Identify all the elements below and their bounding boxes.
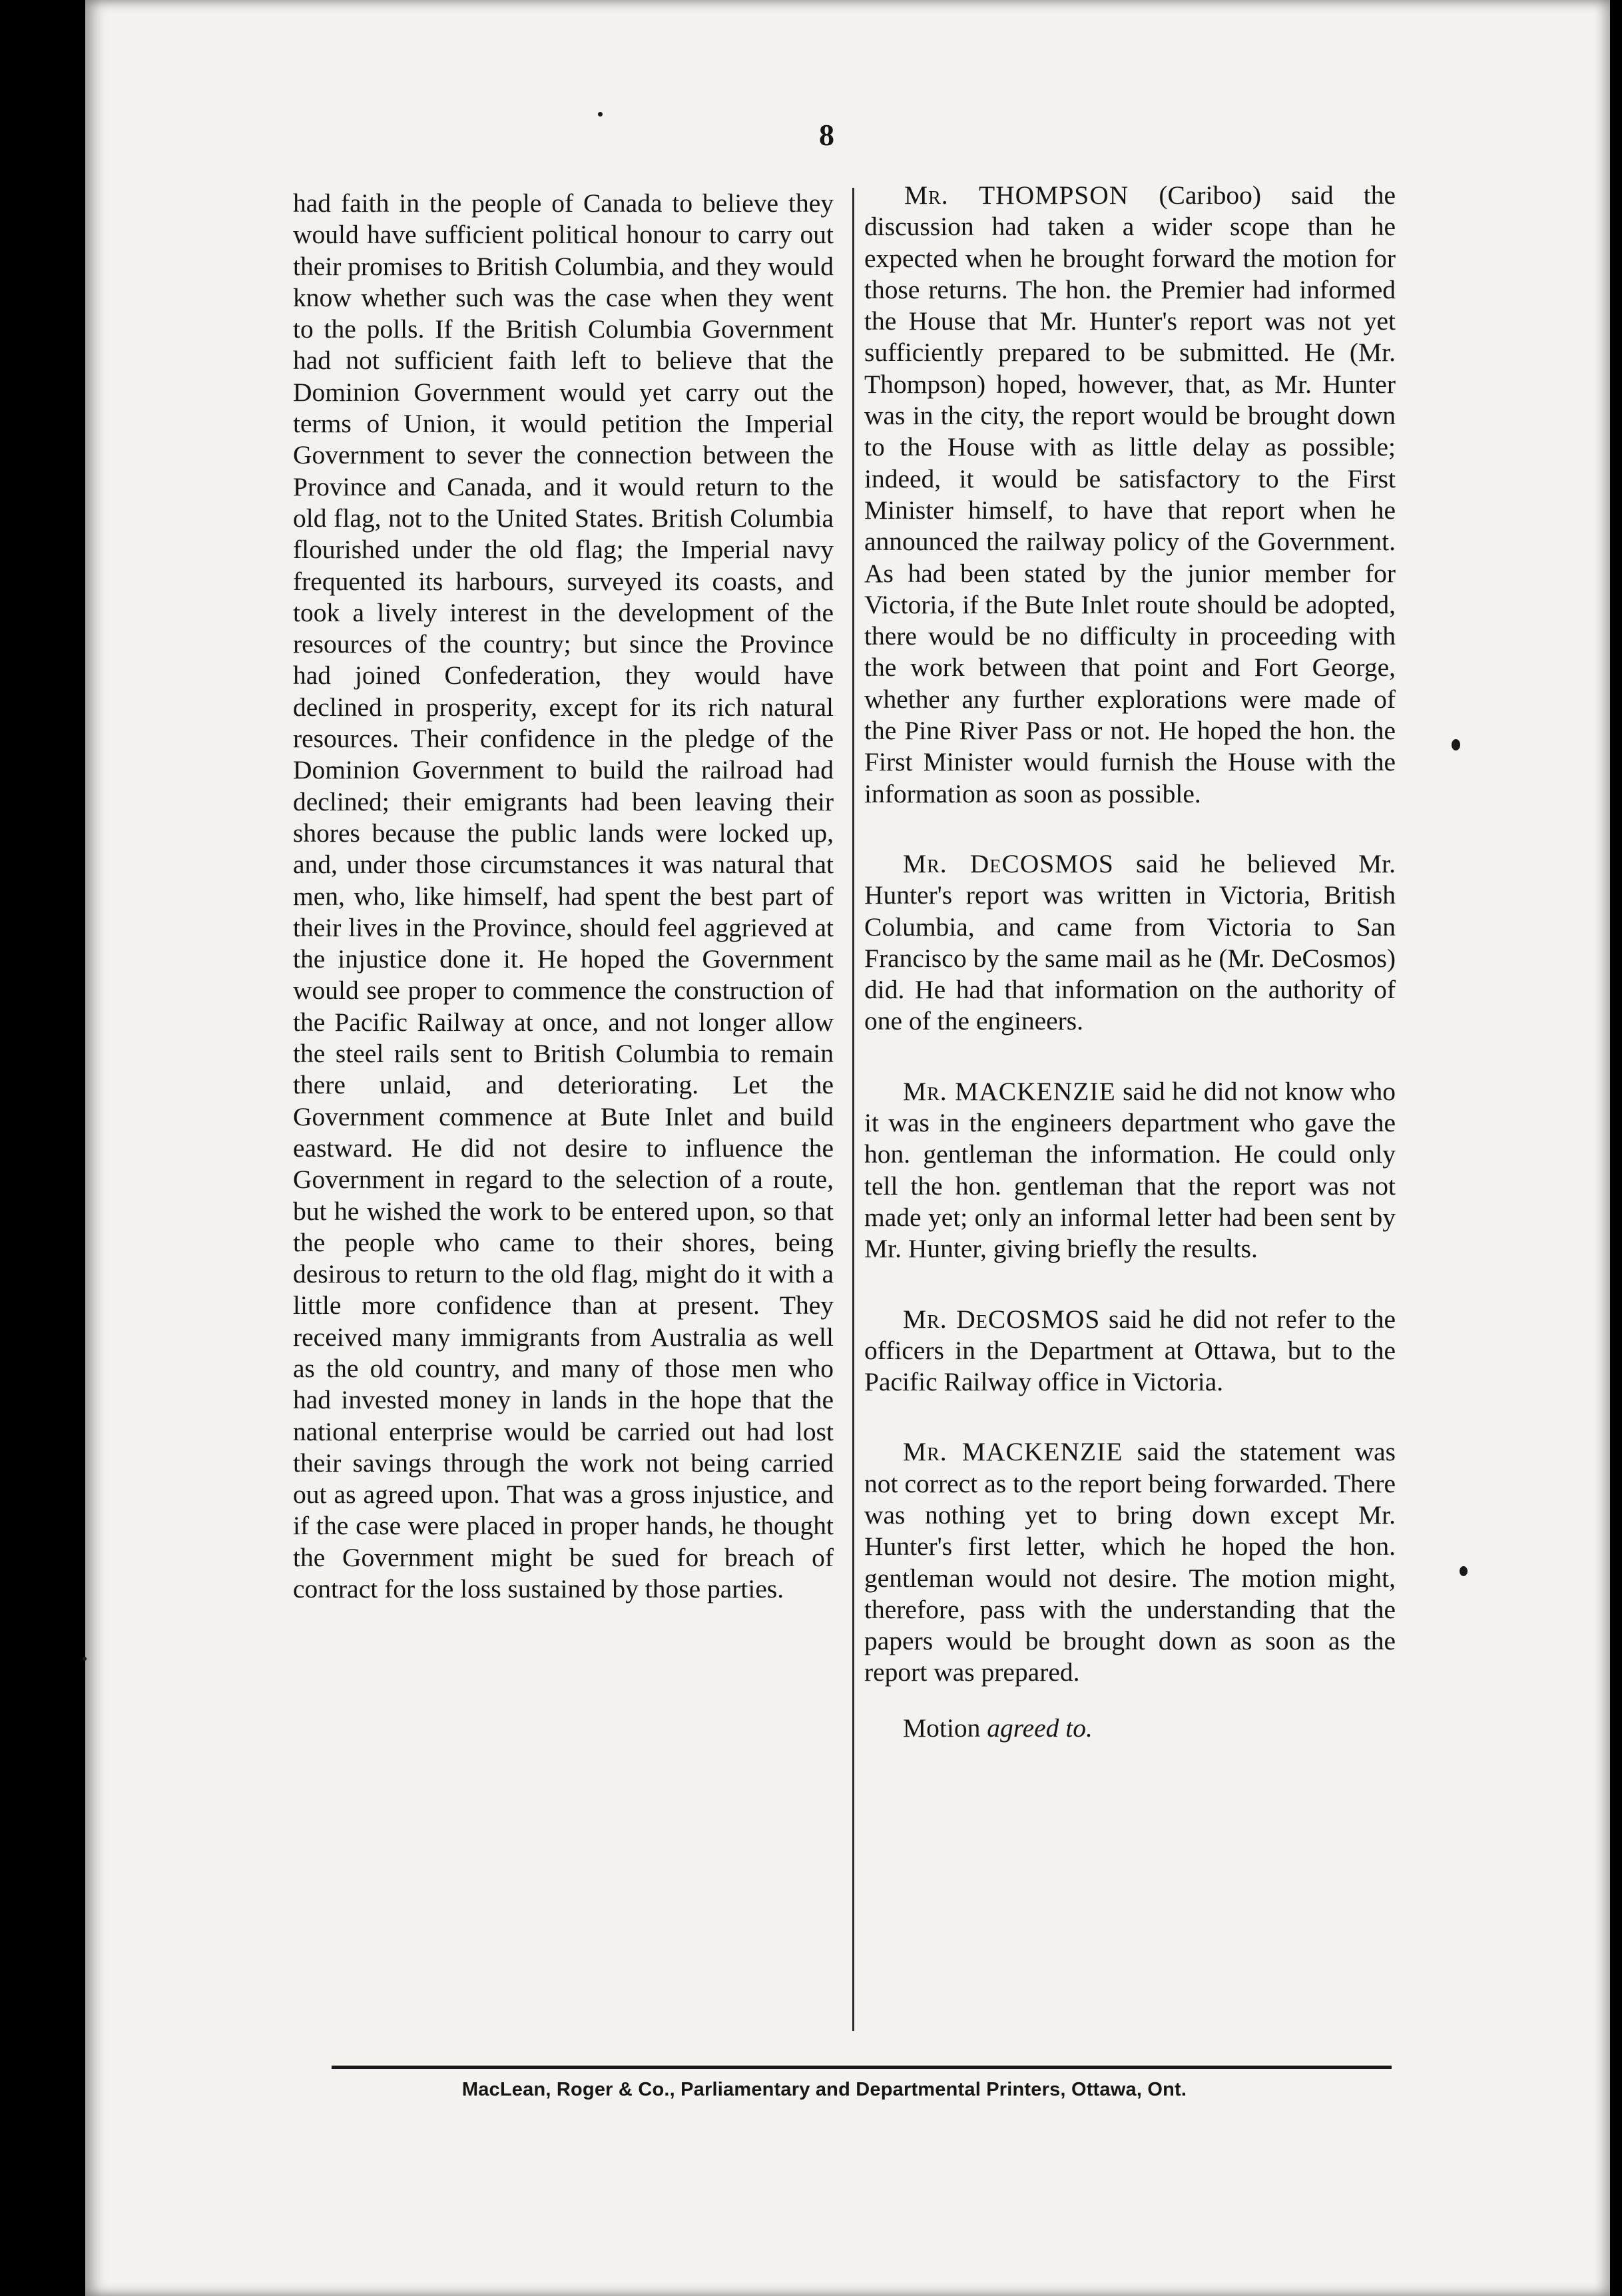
speaker-name: Mr. MACKENZIE	[903, 1076, 1116, 1106]
page-number: 8	[819, 118, 834, 152]
column-divider	[852, 188, 854, 2031]
paragraph-mackenzie-1	[864, 1076, 1396, 1265]
ink-speck	[1452, 739, 1460, 750]
paragraph-text: said he did not refer to the officers in the Department at Ottawa, but to the Pacific Railway office in Victoria.	[864, 1304, 1396, 1397]
right-column	[864, 180, 1396, 1744]
left-column	[293, 188, 834, 1605]
paragraph-decosmos-2	[864, 1304, 1396, 1398]
paragraph-text: said he believed Mr. Hunter's report was written in Victoria, British Columbia, and came from Victoria to San Francisco by the same mail as he (Mr. DeCosmos) did. He had that information on the authority of one of the engineers.	[864, 848, 1396, 1036]
paragraph-mackenzie-2	[864, 1436, 1396, 1688]
motion-prefix: Motion	[903, 1713, 987, 1743]
speaker-name: Mr. MACKENZIE	[903, 1437, 1123, 1467]
motion-result	[864, 1713, 1396, 1744]
motion-outcome: agreed to.	[987, 1713, 1093, 1743]
footer-rule	[332, 2066, 1392, 2069]
paragraph-thompson	[864, 180, 1396, 810]
paragraph-text: said the statement was not correct as to the report being forwarded. There was nothing yet to bring down except Mr. Hunter's first letter, which he hoped the hon. gentleman would not desire. The motion might, therefore, pass with the understanding that the papers would be brought down as soon as the report was prepared.	[864, 1437, 1396, 1687]
paragraph-text: (Cariboo) said the discussion had taken a wider scope than he expected when he brought forward the motion for those returns. The hon. the Premier had informed the House that Mr. Hunter's report was not yet sufficiently prepared to be submitted. He (Mr. Thompson) hoped, however, that, as Mr. Hunter was in the city, the report would be brought down to the House with as little delay as possible; indeed, it would be satisfactory to the First Minister himself, to have that report when he announced the railway policy of the Government. As had been stated by the junior member for Victoria, if the Bute Inlet route should be adopted, there would be no difficulty in proceeding with the work between that point and Fort George, whether any further explorations were made of the Pine River Pass or not. He hoped the hon. the First Minister would furnish the House with the information as soon as possible.	[864, 180, 1396, 808]
speaker-name: Mr. DeCOSMOS	[903, 848, 1114, 878]
paragraph-decosmos-1	[864, 848, 1396, 1037]
ink-speck	[83, 1657, 87, 1661]
left-column-text: had faith in the people of Canada to believe they would have sufficient political honour to carry out their promises to British Columbia, and they would know whether such was the case when they went to the polls. If the British Columbia Government had not sufficient faith left to believe that the Dominion Government would yet carry out the terms of Union, it would petition the Imperial Government to sever the connection between the Province and Canada, and it would return to the old flag, not to the United States. British Columbia flourished under the old flag; the Imperial navy frequented its harbours, surveyed its coasts, and took a lively interest in the development of the resources of the country; but since the Province had joined Confederation, they would have declined in prosperity, except for its rich natural resources. Their confidence in the pledge of the Dominion Government to build the railroad had declined; their emigrants had been leaving their shores because the public lands were locked up, and, under those circumstances it was natural that men, who, like himself, had spent the best part of their lives in the Province, should feel aggrieved at the injustice done it. He hoped the Government would see proper to commence the construction of the Pacific Railway at once, and not longer allow the steel rails sent to British Columbia to remain there unlaid, and deteriorating. Let the Government commence at Bute Inlet and build eastward. He did not desire to influence the Government in regard to the selection of a route, but he wished the work to be entered upon, so that the people who came to their shores, being desirous to return to the old flag, might do it with a little more confidence than at present. They received many immigrants from Australia as well as the old country, and many of those men who had invested money in lands in the hope that the national enterprise would be carried out had lost their savings through the work not being carried out as agreed upon. That was a gross injustice, and if the case were placed in proper hands, he thought the Government might be sued for breach of contract for the loss sustained by those parties.	[293, 188, 834, 1604]
speaker-name: Mr. DeCOSMOS	[903, 1304, 1101, 1334]
printer-imprint	[0, 2079, 1622, 2101]
ink-speck	[598, 112, 603, 117]
ink-speck	[1460, 1566, 1468, 1576]
paragraph-text: said he did not know who it was in the engineers department who gave the hon. gentleman the information. He could only tell the hon. gentleman that the report was not made yet; only an informal letter had been sent by Mr. Hunter, giving briefly the results.	[864, 1076, 1396, 1264]
imprint-text: MacLean, Roger & Co., Parliamentary and Departmental Printers, Ottawa, Ont.	[461, 2079, 1187, 2100]
speaker-name: Mr. THOMPSON	[904, 180, 1129, 210]
